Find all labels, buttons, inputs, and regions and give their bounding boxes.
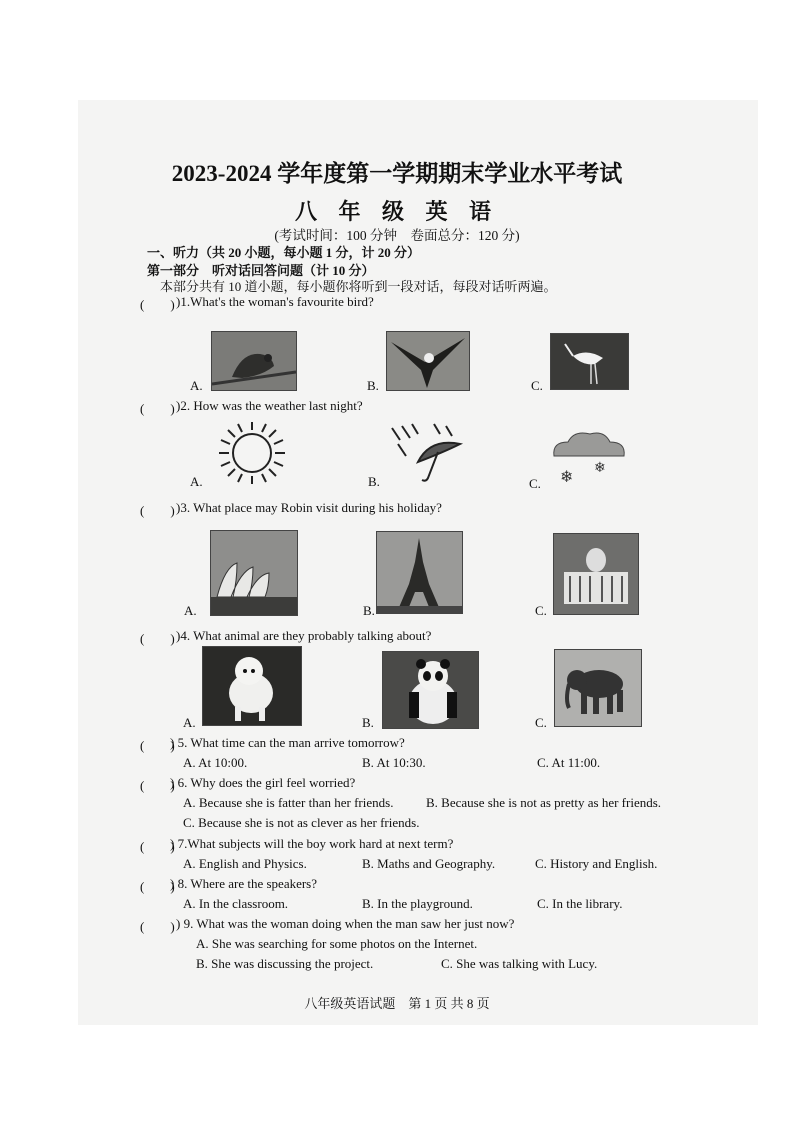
q8-option-c[interactable]: C. In the library.: [537, 896, 623, 911]
eagle-photo: [386, 331, 470, 391]
question-5: ) 5. What time can the man arrive tomorrow?: [170, 735, 405, 750]
answer-blank-1[interactable]: ( ): [140, 297, 175, 312]
answer-blank-3[interactable]: ( ): [140, 503, 175, 518]
panda-photo: [382, 651, 479, 729]
q4-label-c: C.: [535, 715, 547, 730]
q1-label-b: B.: [367, 378, 379, 393]
answer-blank-8[interactable]: ( ): [140, 879, 175, 894]
question-9: ) 9. What was the woman doing when the man saw her just now?: [176, 916, 515, 931]
capitol-building-photo: [553, 533, 639, 615]
answer-blank-2[interactable]: ( ): [140, 401, 175, 416]
question-1: )1.What's the woman's favourite bird?: [176, 294, 374, 309]
question-4: )4. What animal are they probably talking about?: [176, 628, 432, 643]
q2-label-a: A.: [190, 474, 203, 489]
q3-label-a: A.: [184, 603, 197, 618]
q3-label-c: C.: [535, 603, 547, 618]
q7-option-a[interactable]: A. English and Physics.: [183, 856, 307, 871]
q1-label-c: C.: [531, 378, 543, 393]
q1-label-a: A.: [190, 378, 203, 393]
svg-text:❄: ❄: [560, 467, 574, 486]
elephant-photo: [554, 649, 642, 727]
part1-instruction: 本部分共有 10 道小题，每小题你将听到一段对话，每段对话听两遍。: [160, 279, 557, 294]
answer-blank-5[interactable]: ( ): [140, 738, 175, 753]
exam-subject: 八 年 级 英 语: [294, 199, 499, 224]
question-7: ) 7.What subjects will the boy work hard at next term?: [170, 836, 454, 851]
crane-photo: [550, 333, 629, 390]
answer-blank-9[interactable]: ( ): [140, 919, 175, 934]
question-6: ) 6. Why does the girl feel worried?: [170, 775, 356, 790]
svg-text:❄: ❄: [594, 460, 606, 476]
q9-option-a[interactable]: A. She was searching for some photos on the Internet.: [196, 936, 478, 951]
eiffel-tower-photo: [376, 531, 463, 614]
thrush-bird-photo: [211, 331, 297, 391]
q4-label-a: A.: [183, 715, 196, 730]
q4-label-b: B.: [362, 715, 374, 730]
answer-blank-6[interactable]: ( ): [140, 778, 175, 793]
q6-option-a[interactable]: A. Because she is fatter than her friends.: [183, 795, 394, 810]
q5-option-c[interactable]: C. At 11:00.: [537, 755, 601, 770]
section-listening-heading: 一、听力（共 20 小题，每小题 1 分，计 20 分）: [147, 245, 421, 260]
q5-option-b[interactable]: B. At 10:30.: [362, 755, 426, 770]
rain-umbrella-icon: [388, 422, 464, 484]
puppy-photo: [202, 646, 302, 726]
part1-heading: 第一部分 听对话回答问题（计 10 分）: [147, 263, 375, 278]
q7-option-b[interactable]: B. Maths and Geography.: [362, 856, 496, 871]
exam-title: 2023-2024 学年度第一学期期末学业水平考试: [171, 161, 623, 186]
sydney-opera-house-photo: [210, 530, 298, 616]
sun-icon: [211, 420, 293, 486]
q7-option-c[interactable]: C. History and English.: [535, 856, 658, 871]
answer-blank-4[interactable]: ( ): [140, 631, 175, 646]
q5-option-a[interactable]: A. At 10:00.: [183, 755, 248, 770]
q8-option-b[interactable]: B. In the playground.: [362, 896, 473, 911]
q3-label-b: B.: [363, 603, 375, 618]
exam-info: (考试时间：100 分钟 卷面总分：120 分): [274, 228, 520, 243]
q6-option-c[interactable]: C. Because she is not as clever as her friends.: [183, 815, 420, 830]
page-footer: 八年级英语试题 第 1 页 共 8 页: [304, 996, 490, 1011]
q2-label-c: C.: [529, 476, 541, 491]
question-2: )2. How was the weather last night?: [176, 398, 363, 413]
answer-blank-7[interactable]: ( ): [140, 839, 175, 854]
question-3: )3. What place may Robin visit during his holiday?: [176, 500, 442, 515]
snow-cloud-icon: [548, 428, 628, 488]
q8-option-a[interactable]: A. In the classroom.: [183, 896, 289, 911]
question-8: ) 8. Where are the speakers?: [170, 876, 318, 891]
q2-label-b: B.: [368, 474, 380, 489]
q9-option-c[interactable]: C. She was talking with Lucy.: [441, 956, 598, 971]
q6-option-b[interactable]: B. Because she is not as pretty as her friends.: [426, 795, 662, 810]
q9-option-b[interactable]: B. She was discussing the project.: [196, 956, 374, 971]
